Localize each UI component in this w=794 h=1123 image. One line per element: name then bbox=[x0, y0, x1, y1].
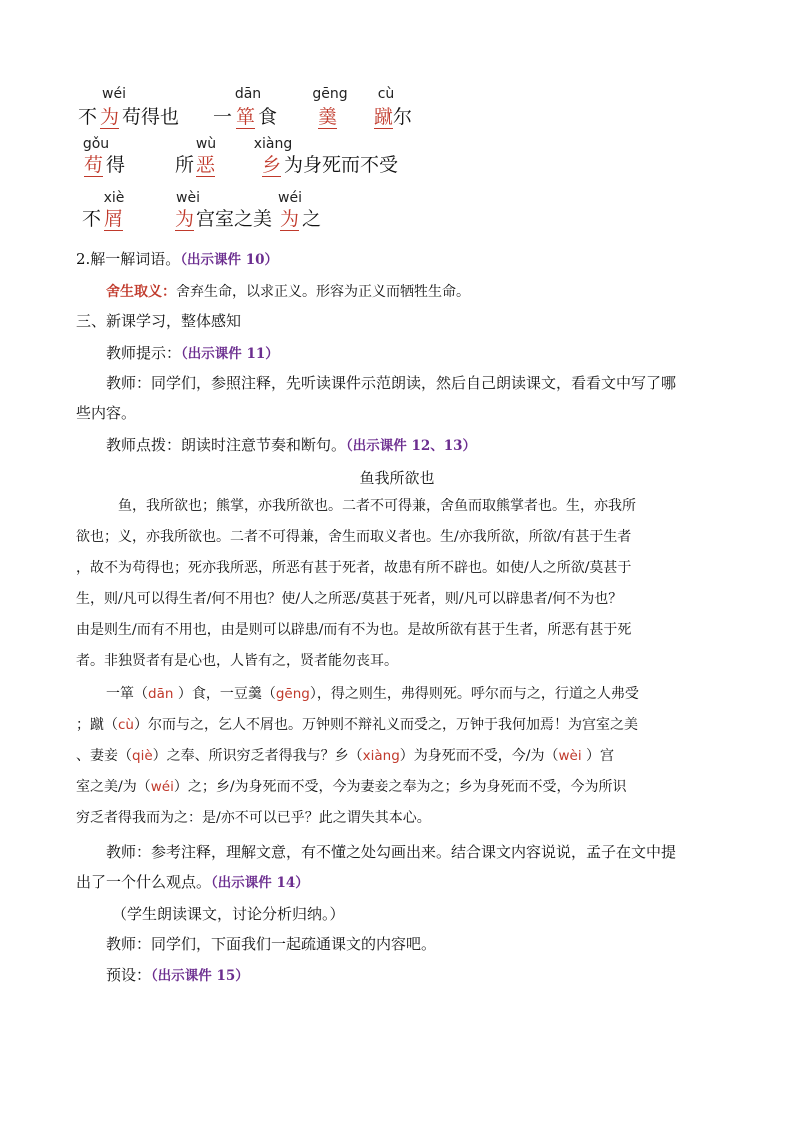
text: 室之美/为（ bbox=[76, 779, 151, 795]
student-note: （学生朗读课文，讨论分析归纳。） bbox=[112, 905, 345, 923]
text: ）尔而与之，乞人不屑也。万钟则不辩礼义而受之，万钟于我何加焉！为宫室之美 bbox=[133, 717, 638, 733]
char: 食 bbox=[258, 106, 278, 128]
teacher-line-3a: 教师：参考注释，理解文意，有不懂之处勾画出来。结合课文内容说说，孟子在文中提 bbox=[106, 843, 677, 861]
teacher-line-1a: 教师：同学们，参照注释，先听读课件示范朗读，然后自己朗读课文，看看文中写了哪 bbox=[106, 374, 677, 392]
char-target: 为 bbox=[100, 106, 120, 128]
text: ）之奉、所识穷乏者得我与？乡（ bbox=[152, 748, 363, 764]
pinyin: wéi bbox=[278, 190, 302, 206]
pinyin-inline: dān bbox=[148, 686, 174, 702]
classic-line: 者。非独贤者有是心也，人皆有之，贤者能勿丧耳。 bbox=[76, 653, 398, 669]
char-target: 恶 bbox=[196, 154, 216, 176]
classic-line: 鱼，我所欲也；熊掌，亦我所欲也。二者不可得兼，舍鱼而取熊掌者也。生，亦我所 bbox=[118, 498, 636, 514]
classic-line: ，故不为苟得也；死亦我所恶，所恶有甚于死者，故患有所不辟也。如使/人之所欲/莫甚于 bbox=[76, 560, 632, 576]
char: 一 bbox=[213, 106, 233, 128]
char-target: 羹 bbox=[318, 106, 338, 128]
section-3-heading: 三、新课学习，整体感知 bbox=[76, 312, 242, 330]
classic-line: 由是则生/而有不用也，由是则可以辟患/而有不为也。是故所欲有甚于生者，所恶有甚于死 bbox=[76, 622, 632, 638]
pinyin: gǒu bbox=[82, 136, 110, 152]
pinyin: cù bbox=[377, 86, 395, 102]
courseware-ref: （出示课件 14） bbox=[211, 875, 309, 891]
courseware-ref: （出示课件 15） bbox=[151, 968, 249, 984]
char: 不 bbox=[82, 208, 102, 230]
char-target: 箪 bbox=[236, 106, 256, 128]
section-2-label: 2.解一解词语。 bbox=[76, 250, 181, 268]
pinyin: wù bbox=[195, 136, 217, 152]
pinyin: gēng bbox=[312, 86, 348, 102]
pinyin-inline: gēng bbox=[275, 686, 310, 702]
text: ）之；乡/为身死而不受，今为妻妾之奉为之；乡为身死而不受，今为所识 bbox=[173, 779, 627, 795]
teacher-line-3b bbox=[76, 872, 309, 893]
char: 为身死而不受 bbox=[284, 154, 399, 176]
tip-label: 教师提示： bbox=[106, 344, 182, 362]
pinyin-inline: wèi bbox=[558, 748, 582, 764]
classic-line: 生，则/凡可以得生者/何不用也？使/人之所恶/莫甚于死者，则/凡可以辟患者/何不为也？ bbox=[76, 591, 623, 607]
teacher-guide bbox=[106, 435, 476, 456]
char-target: 屑 bbox=[104, 208, 124, 230]
char: 之 bbox=[302, 208, 322, 230]
courseware-ref: （出示课件 10） bbox=[180, 252, 279, 268]
text: 、妻妾（ bbox=[76, 748, 132, 764]
text-title: 鱼我所欲也 bbox=[359, 469, 435, 487]
term-meaning: 舍弃生命，以求正义。形容为正义而牺牲生命。 bbox=[176, 284, 470, 300]
text: ）为身死而不受，今/为（ bbox=[399, 748, 559, 764]
text: ）食，一豆羹（ bbox=[173, 686, 276, 702]
char: 得 bbox=[106, 154, 126, 176]
teacher-line-1b: 些内容。 bbox=[76, 404, 137, 422]
char-target: 蹴 bbox=[374, 106, 394, 128]
char-target: 为 bbox=[175, 208, 195, 230]
preset-line bbox=[106, 965, 249, 986]
courseware-ref: （出示课件 11） bbox=[181, 346, 279, 362]
char-target: 苟 bbox=[84, 154, 104, 176]
pinyin: xiè bbox=[103, 190, 125, 206]
pinyin-inline: cù bbox=[118, 717, 134, 733]
guide-label: 教师点拨：朗读时注意节奏和断句。 bbox=[106, 436, 347, 454]
char: 尔 bbox=[393, 106, 413, 128]
section-2-heading bbox=[76, 249, 278, 270]
courseware-ref: （出示课件 12、13） bbox=[346, 438, 477, 454]
char-target: 乡 bbox=[262, 154, 282, 176]
classic-line bbox=[76, 715, 638, 735]
text: 一箪（ bbox=[106, 686, 148, 702]
classic-line bbox=[76, 777, 627, 797]
teacher-line-4: 教师：同学们，下面我们一起疏通课文的内容吧。 bbox=[106, 935, 437, 953]
text: 出了一个什么观点。 bbox=[76, 873, 212, 891]
pinyin-inline: wéi bbox=[150, 779, 174, 795]
pinyin: xiàng bbox=[253, 136, 293, 152]
char: 宫室之美 bbox=[196, 208, 273, 230]
classic-line: 欲也；义，亦我所欲也。二者不可得兼，舍生而取义者也。生/亦我所欲，所欲/有甚于生者 bbox=[76, 529, 632, 545]
char: 所 bbox=[175, 154, 195, 176]
text: ），得之则生，弗得则死。呼尔而与之，行道之人弗受 bbox=[309, 686, 639, 702]
preset-label: 预设： bbox=[106, 966, 152, 984]
classic-line bbox=[76, 746, 614, 766]
classic-line bbox=[106, 684, 639, 704]
classic-line: 穷乏者得我而为之：是/亦不可以已乎？此之谓失其本心。 bbox=[76, 810, 431, 826]
text: ）宫 bbox=[581, 748, 615, 764]
pinyin-inline: xiàng bbox=[362, 748, 400, 764]
pinyin: dān bbox=[234, 86, 262, 102]
pinyin-inline: qiè bbox=[132, 748, 153, 764]
term-definition bbox=[106, 282, 470, 302]
char: 不 bbox=[78, 106, 98, 128]
char: 苟得也 bbox=[122, 106, 180, 128]
pinyin: wèi bbox=[176, 190, 200, 206]
pinyin: wéi bbox=[102, 86, 126, 102]
teacher-tip bbox=[106, 343, 279, 364]
term-word: 舍生取义： bbox=[106, 284, 176, 300]
text: ；蹴（ bbox=[76, 717, 118, 733]
char-target: 为 bbox=[280, 208, 300, 230]
